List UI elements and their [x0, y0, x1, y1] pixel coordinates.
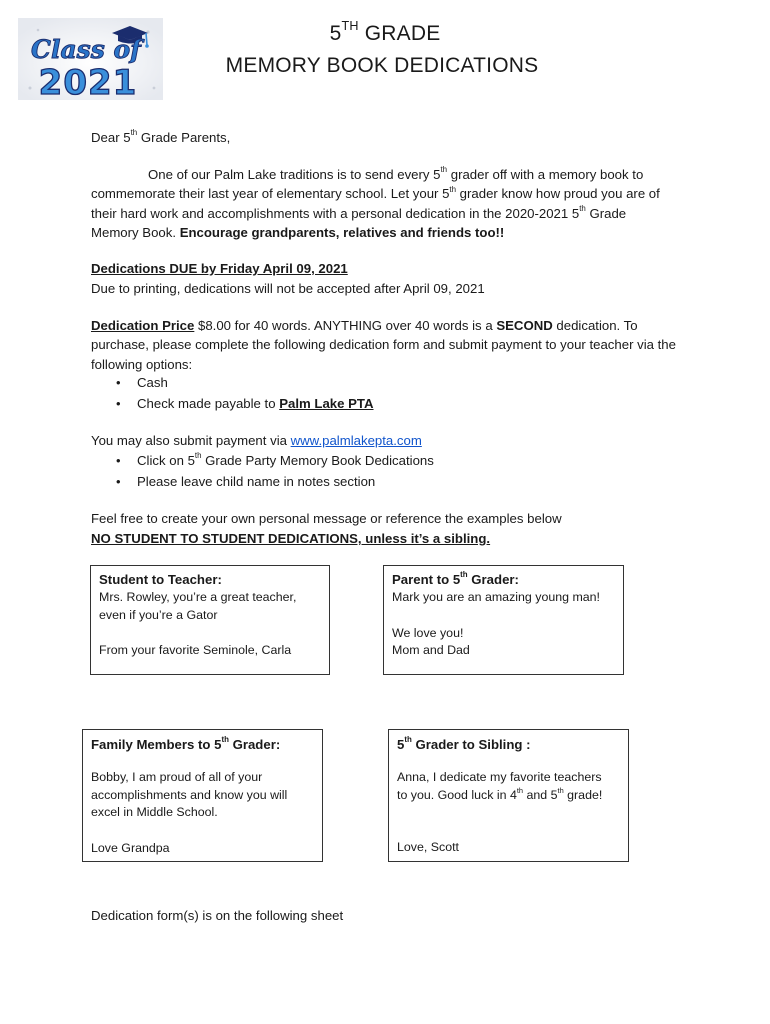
- example-parent-to-grader: [383, 565, 624, 675]
- due-note: Due to printing, dedications will not be accepted after April 09, 2021: [91, 281, 485, 296]
- box-line: Mrs. Rowley, you’re a great teacher,: [99, 590, 297, 605]
- example-student-to-teacher: [90, 565, 330, 675]
- box-heading: Family Members to 5th Grader:: [91, 735, 281, 752]
- list-item: • Click on 5th Grade Party Memory Book Dedications: [91, 451, 434, 472]
- logo-year-text: 2021: [38, 63, 138, 100]
- examples-intro: Feel free to create your own personal message or reference the examples below: [91, 511, 562, 526]
- list-item: • Check made payable to Palm Lake PTA: [91, 394, 374, 415]
- box-line: We love you!: [392, 625, 464, 640]
- due-heading: Dedications DUE by Friday April 09, 2021: [91, 261, 348, 276]
- box-signature: Love, Scott: [397, 840, 459, 855]
- box-signature: Love Grandpa: [91, 840, 170, 855]
- box-line: Mark you are an amazing young man!: [392, 590, 600, 605]
- sibling-rule: NO STUDENT TO STUDENT DEDICATIONS, unless it’s a sibling.: [91, 531, 491, 546]
- example-family-to-grader: [82, 729, 323, 862]
- box-line: accomplishments and know you will: [91, 787, 288, 802]
- box-heading: Parent to 5th Grader:: [392, 570, 519, 587]
- online-payment-text: You may also submit payment via www.palmlakepta.com: [91, 433, 422, 448]
- page-subtitle: MEMORY BOOK DEDICATIONS: [225, 54, 539, 77]
- online-steps-list: [91, 451, 434, 492]
- box-heading: Student to Teacher:: [99, 572, 222, 587]
- box-line: Bobby, I am proud of all of your: [91, 770, 263, 785]
- box-signature: Mom and Dad: [392, 643, 470, 658]
- list-item: • Cash: [91, 373, 374, 394]
- greeting: Dear 5th Grade Parents,: [91, 128, 231, 145]
- price-paragraph: Dedication Price $8.00 for 40 words. ANYTHING over 40 words is a SECOND dedication. To purchase, please complete the following dedication form and submit payment to your teacher via the following options:: [91, 318, 676, 372]
- box-signature: From your favorite Seminole, Carla: [99, 643, 292, 658]
- box-line: to you. Good luck in 4th and 5th grade!: [397, 785, 603, 802]
- box-line: even if you’re a Gator: [99, 607, 218, 622]
- payment-options-list: [91, 373, 374, 414]
- box-heading: 5th Grader to Sibling :: [397, 735, 531, 752]
- list-item: • Please leave child name in notes section: [91, 472, 434, 493]
- footer-note: Dedication form(s) is on the following sheet: [91, 908, 344, 923]
- page-title: 5TH GRADE: [329, 19, 441, 45]
- example-grader-to-sibling: [388, 729, 629, 862]
- intro-paragraph: One of our Palm Lake traditions is to send every 5th grader off with a memory book to commemorate their last year of elementary school. Let your 5th grader know how proud you are of their hard work and accomplishments with a personal dedication in the 2020-2021 5th Grade Memory Book. Encourage grandparents, relatives and friends too!!: [91, 165, 660, 241]
- box-line: excel in Middle School.: [91, 805, 218, 820]
- box-line: Anna, I dedicate my favorite teachers: [397, 770, 602, 785]
- pta-website-link[interactable]: www.palmlakepta.com: [290, 433, 422, 448]
- logo-class-of-text: Class of: [31, 35, 141, 64]
